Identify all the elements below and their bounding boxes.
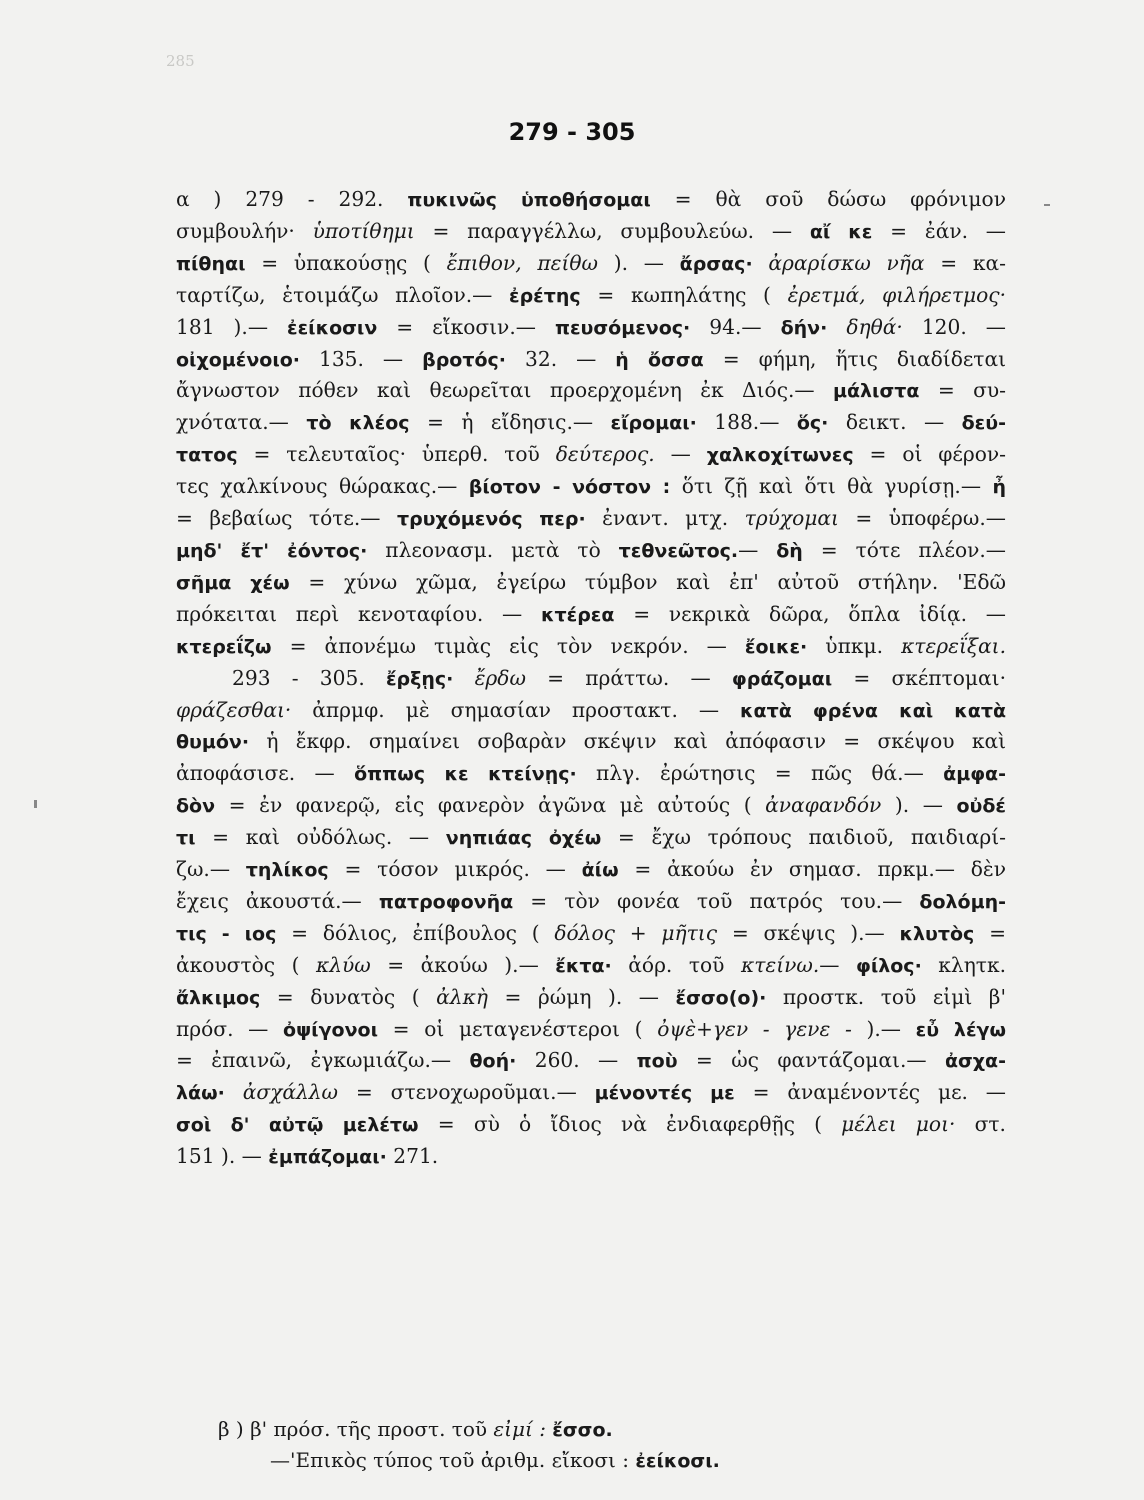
gloss-text: = ὡς φαντάζομαι.— <box>677 1048 945 1073</box>
text-line <box>176 407 1006 439</box>
gloss-text: = φήμη, ἥτις διαδίδεται <box>703 346 1007 371</box>
gloss-text: = ῥώμη ). — <box>487 984 676 1009</box>
lemma: δὸν <box>176 795 216 818</box>
lemma: ἦ <box>992 476 1006 499</box>
gloss-text: = ἀπονέμω τιμὰς εἰς τὸν νεκρόν. — <box>271 633 745 658</box>
text-line <box>218 1445 720 1476</box>
lemma: κλυτὸς <box>899 922 975 945</box>
gloss-text: = στενοχωροῦμαι.— <box>338 1080 595 1105</box>
text-line <box>176 312 1006 344</box>
lemma: ἄλκιμος <box>176 986 261 1009</box>
gloss-text: 271. <box>386 1144 439 1169</box>
gloss-text: ). — <box>881 793 957 818</box>
lemma: τι <box>176 827 196 850</box>
lemma: τατος <box>176 444 238 467</box>
text-line <box>218 1414 720 1445</box>
italic-form: κλύω <box>315 952 371 977</box>
gloss-text <box>453 666 474 690</box>
text-line <box>176 535 1006 567</box>
lemma: τεθνεῶτος. <box>618 539 739 562</box>
gloss-text: ὑπκμ. <box>807 633 902 658</box>
lemma: ἀμφα- <box>943 763 1006 786</box>
gloss-text: α ) 279 - 292. <box>176 187 408 211</box>
lemma: ἀίω <box>581 859 619 882</box>
italic-form: κτείνω. <box>740 952 820 977</box>
margin-mark <box>1044 204 1050 206</box>
gloss-text: = συ- <box>919 378 1007 403</box>
lemma: τρυχόμενός περ· <box>396 508 586 531</box>
lemma: οὐδέ <box>956 795 1006 818</box>
italic-form: δεύτερος. <box>555 442 655 467</box>
text-line <box>176 982 1006 1014</box>
gloss-text: = ἐάν. — <box>872 218 1006 243</box>
gloss-text: ταρτίζω, ἑτοιμάζω πλοῖον.— <box>176 282 509 307</box>
text-line <box>176 886 1006 918</box>
lemma: ὅππως κε κτείνῃς· <box>354 763 577 786</box>
italic-form: ἐρετμά, φιλήρετμος· <box>787 282 1006 307</box>
lemma: θοή· <box>469 1050 517 1073</box>
text-line <box>176 248 1006 280</box>
lemma: κτέρεα <box>541 603 615 626</box>
gloss-text: 32. — <box>506 346 616 371</box>
gloss-text: ἀόρ. τοῦ <box>611 952 741 977</box>
gloss-text: ). — <box>597 250 680 275</box>
lemma: κατὰ φρένα καὶ κατὰ <box>740 699 1006 722</box>
lemma: πατροφονῆα <box>378 890 514 913</box>
section-title: 279 - 305 <box>508 118 636 146</box>
lemma: ἔκτα· <box>555 954 612 977</box>
gloss-text: = τότε πλέον.— <box>802 537 1006 562</box>
gloss-text: = οἱ μεταγενέστεροι ( <box>377 1016 658 1041</box>
gloss-text: ὅτι ζῇ καὶ ὅτι θὰ γυρίσῃ.— <box>670 474 993 499</box>
gloss-text: = παραγγέλλω, συμβουλεύω. — <box>414 218 810 243</box>
text-line <box>176 599 1006 631</box>
lemma: τις - ιος <box>176 922 277 945</box>
commentary-section-a <box>176 184 1006 1173</box>
lemma: ἐείκοσιν <box>287 316 378 339</box>
gloss-text: κλητκ. <box>921 952 1007 977</box>
gloss-text: πλεονασμ. μετὰ τὸ <box>367 537 619 562</box>
gloss-text: = κα- <box>924 250 1006 275</box>
gloss-text: τες χαλκίνους θώρακας.— <box>176 474 469 499</box>
gloss-text: 120. — <box>902 314 1006 339</box>
text-line <box>176 1014 1006 1046</box>
gloss-text: πλγ. ἐρώτησις = πῶς θά.— <box>576 761 944 786</box>
lemma: εἴρομαι· <box>610 412 697 435</box>
lemma: δεύ- <box>961 412 1006 435</box>
lemma: μάλιστα <box>833 380 920 403</box>
gloss-text: δεικτ. — <box>828 410 962 435</box>
italic-form: ἀραρίσκω νῆα <box>768 250 925 275</box>
text-line <box>176 822 1006 854</box>
italic-form: ὀψὲ+γεν - γενε - <box>657 1016 852 1041</box>
commentary-section-b <box>218 1414 720 1476</box>
text-line <box>176 631 1006 663</box>
gloss-text: = νεκρικὰ δῶρα, ὅπλα ἰδίᾳ. — <box>614 601 1006 626</box>
lemma: δὴ <box>776 539 803 562</box>
gloss-text: = τόσον μικρός. — <box>328 857 582 882</box>
lemma: ἔσσο(ο)· <box>675 986 767 1009</box>
lemma: τηλίκος <box>245 859 329 882</box>
lemma: κτερεΐζω <box>176 635 272 658</box>
text-line <box>176 663 1006 695</box>
text-line <box>176 216 1006 248</box>
lemma: ἔοικε· <box>744 635 808 658</box>
gloss-text: 188.— <box>696 410 797 435</box>
gloss-text <box>827 315 846 339</box>
lemma: φράζομαι <box>731 667 833 690</box>
text-line <box>176 503 1006 535</box>
gloss-text: = ἐν φανερῷ, εἰς φανερὸν ἀγῶνα μὲ αὐτούς ( <box>215 793 766 818</box>
gloss-text: = χύνω χῶμα, ἐγείρω τύμβον καὶ ἐπ' αὐτοῦ στήλην. 'Εδῶ <box>289 569 1006 594</box>
text-line <box>176 695 1006 727</box>
gloss-text: = οἱ φέρον- <box>853 442 1006 467</box>
text-line <box>176 1141 1006 1173</box>
gloss-text: = τὸν φονέα τοῦ πατρός του.— <box>513 888 920 913</box>
gloss-text <box>225 1080 243 1104</box>
gloss-text: = ἡ εἴδησις.— <box>409 410 611 435</box>
gloss-text: ἔχεις ἀκουστά.— <box>176 888 379 913</box>
italic-form: ἔρδω <box>474 665 526 690</box>
lemma: δολόμη- <box>919 890 1006 913</box>
gloss-text: — <box>738 537 777 562</box>
gloss-text: πρόκειται περὶ κενοταφίου. — <box>176 601 541 626</box>
gloss-text: = ἀκούω ἐν σημασ. πρκμ.— δὲν <box>618 857 1006 882</box>
gloss-text: χνότατα.— <box>176 410 307 435</box>
lemma: ἐμπάζομαι· <box>268 1146 387 1169</box>
text-line <box>176 854 1006 886</box>
gloss-text: = κωπηλάτης ( <box>580 282 788 307</box>
gloss-text: = καὶ οὐδόλως. — <box>195 825 446 850</box>
lemma: αἴ κε <box>809 220 873 243</box>
gloss-text: = ἀκούω ).— <box>370 952 556 977</box>
gloss-text: = ἐπαινῶ, ἐγκωμιάζω.— <box>176 1048 470 1073</box>
lemma: δήν· <box>780 316 828 339</box>
gloss-text: στ. <box>955 1112 1006 1137</box>
lemma: ὅς· <box>796 412 829 435</box>
gloss-text: = ἔχω τρόπους παιδιοῦ, παιδιαρί- <box>601 825 1006 850</box>
italic-form: δηθά· <box>846 314 903 339</box>
gloss-text: β ) β' πρόσ. τῆς προστ. τοῦ <box>218 1417 494 1441</box>
lemma: ποὺ <box>636 1050 678 1073</box>
gloss-text: = ὑπακούσῃς ( <box>245 250 447 275</box>
italic-form: ἀσχάλλω <box>242 1080 339 1105</box>
gloss-text: πρόσ. — <box>176 1016 284 1041</box>
lemma: ἔρξῃς· <box>385 667 454 690</box>
text-line <box>176 1109 1006 1141</box>
lemma: ἀσχα- <box>944 1050 1006 1073</box>
gloss-text: 94.— <box>690 314 781 339</box>
lemma: ἔσσο. <box>552 1419 613 1441</box>
gloss-text: συμβουλήν· <box>176 218 313 243</box>
italic-form: εἰμί : <box>493 1417 546 1441</box>
lemma: λάω· <box>176 1082 225 1105</box>
lemma: ὀψίγονοι <box>283 1018 378 1041</box>
lemma: εὖ λέγω <box>915 1018 1006 1041</box>
lemma: βροτός· <box>422 348 507 371</box>
gloss-text: — <box>819 952 856 977</box>
gloss-text: ἀποφάσισε. — <box>176 761 355 786</box>
gloss-text: 135. — <box>300 346 423 371</box>
text-line <box>176 1045 1006 1077</box>
italic-form: ἔπιθον, πείθω <box>446 250 598 275</box>
gloss-text: = δόλιος, ἐπίβουλος ( <box>276 920 555 945</box>
gloss-text: ἀπρμφ. μὲ σημασίαν προστακτ. — <box>291 697 741 722</box>
gloss-text: = πράττω. — <box>525 665 732 690</box>
gloss-text: = σὺ ὁ ἴδιος νὰ ἐνδιαφερθῇς ( <box>418 1112 842 1137</box>
gloss-text: — <box>654 442 707 467</box>
text-line <box>176 471 1006 503</box>
gloss-text: = <box>974 920 1006 945</box>
italic-form: φράζεσθαι· <box>176 697 292 722</box>
margin-mark <box>34 800 37 808</box>
gloss-text: ἄγνωστον πόθεν καὶ θεωρεῖται προερχομένη ἐκ Διός.— <box>176 378 833 403</box>
gloss-text: 181 ).— <box>176 314 288 339</box>
lemma: μηδ' ἔτ' ἐόντος· <box>176 539 368 562</box>
gloss-text: = σκέψις ).— <box>717 920 900 945</box>
gloss-text: = ἀναμένοντές με. — <box>734 1080 1006 1105</box>
lemma: πίθηαι <box>176 252 246 275</box>
gloss-text: 260. — <box>516 1048 637 1073</box>
lemma: ἐείκοσι. <box>635 1450 720 1472</box>
gloss-text: = εἴκοσιν.— <box>377 314 555 339</box>
gloss-text <box>753 251 769 275</box>
lemma: οἰχομένοιο· <box>176 348 300 371</box>
gloss-text: = ὑποφέρω.— <box>838 506 1006 531</box>
lemma: νηπιάας ὀχέω <box>445 827 602 850</box>
italic-form: ἀλκὴ <box>436 984 488 1009</box>
gloss-text: = θὰ σοῦ δώσω φρόνιμον <box>650 187 1006 211</box>
text-line <box>176 918 1006 950</box>
gloss-text: —'Επικὸς τύπος τοῦ ἀριθμ. εἴκοσι : <box>270 1448 636 1472</box>
gloss-text: προστκ. τοῦ εἰμὶ β' <box>766 984 1007 1009</box>
text-line <box>176 280 1006 312</box>
italic-form: δόλος + μῆτις <box>554 920 718 945</box>
gloss-text: ἡ ἔκφρ. σημαίνει σοβαρὰν σκέψιν καὶ ἀπόφασιν = σκέψου καὶ <box>249 729 1006 754</box>
text-line <box>176 184 1006 216</box>
text-line <box>176 790 1006 822</box>
italic-form: ἀναφανδόν <box>765 793 882 818</box>
text-line <box>176 344 1006 376</box>
gloss-text: 293 - 305. <box>232 665 386 690</box>
text-line <box>176 567 1006 599</box>
lemma: ἄρσας· <box>679 252 753 275</box>
lemma: χαλκοχίτωνες <box>706 444 854 467</box>
text-line <box>176 375 1006 407</box>
gloss-text: ἐναντ. μτχ. <box>585 506 745 531</box>
text-line <box>176 439 1006 471</box>
text-line <box>176 1077 1006 1109</box>
lemma: πυκινῶς ὑποθήσομαι <box>407 189 651 211</box>
gloss-text: = τελευταῖος· ὑπερθ. τοῦ <box>237 442 556 467</box>
gloss-text: 151 ). — <box>176 1144 269 1169</box>
lemma: ἡ ὄσσα <box>615 348 704 371</box>
gloss-text: = σκέπτομαι· <box>832 665 1006 690</box>
italic-form: κτερεΐξαι. <box>901 633 1007 658</box>
lemma: ἐρέτης <box>509 284 581 307</box>
lemma: φίλος· <box>855 954 922 977</box>
gloss-text: ἀκουστὸς ( <box>176 952 316 977</box>
gloss-text: ζω.— <box>176 857 246 882</box>
gloss-text: = βεβαίως τότε.— <box>176 506 397 531</box>
lemma: τὸ κλέος <box>306 412 410 435</box>
lemma: θυμόν· <box>176 731 250 754</box>
lemma: μένοντές με <box>594 1082 735 1105</box>
lemma: σοὶ δ' αὐτῷ μελέτω <box>176 1114 419 1137</box>
faint-page-number: 285 <box>166 52 195 70</box>
italic-form: μέλει μοι· <box>841 1112 956 1137</box>
gloss-text: = δυνατὸς ( <box>260 984 437 1009</box>
lemma: πευσόμενος· <box>554 316 691 339</box>
gloss-text: ).— <box>851 1016 916 1041</box>
text-line <box>176 950 1006 982</box>
lemma: βίοτον - νόστον : <box>468 476 671 499</box>
italic-form: ὑποτίθημι <box>312 218 415 243</box>
lemma: σῆμα χέω <box>176 571 290 594</box>
text-line <box>176 726 1006 758</box>
text-line <box>176 758 1006 790</box>
italic-form: τρύχομαι <box>744 506 839 531</box>
